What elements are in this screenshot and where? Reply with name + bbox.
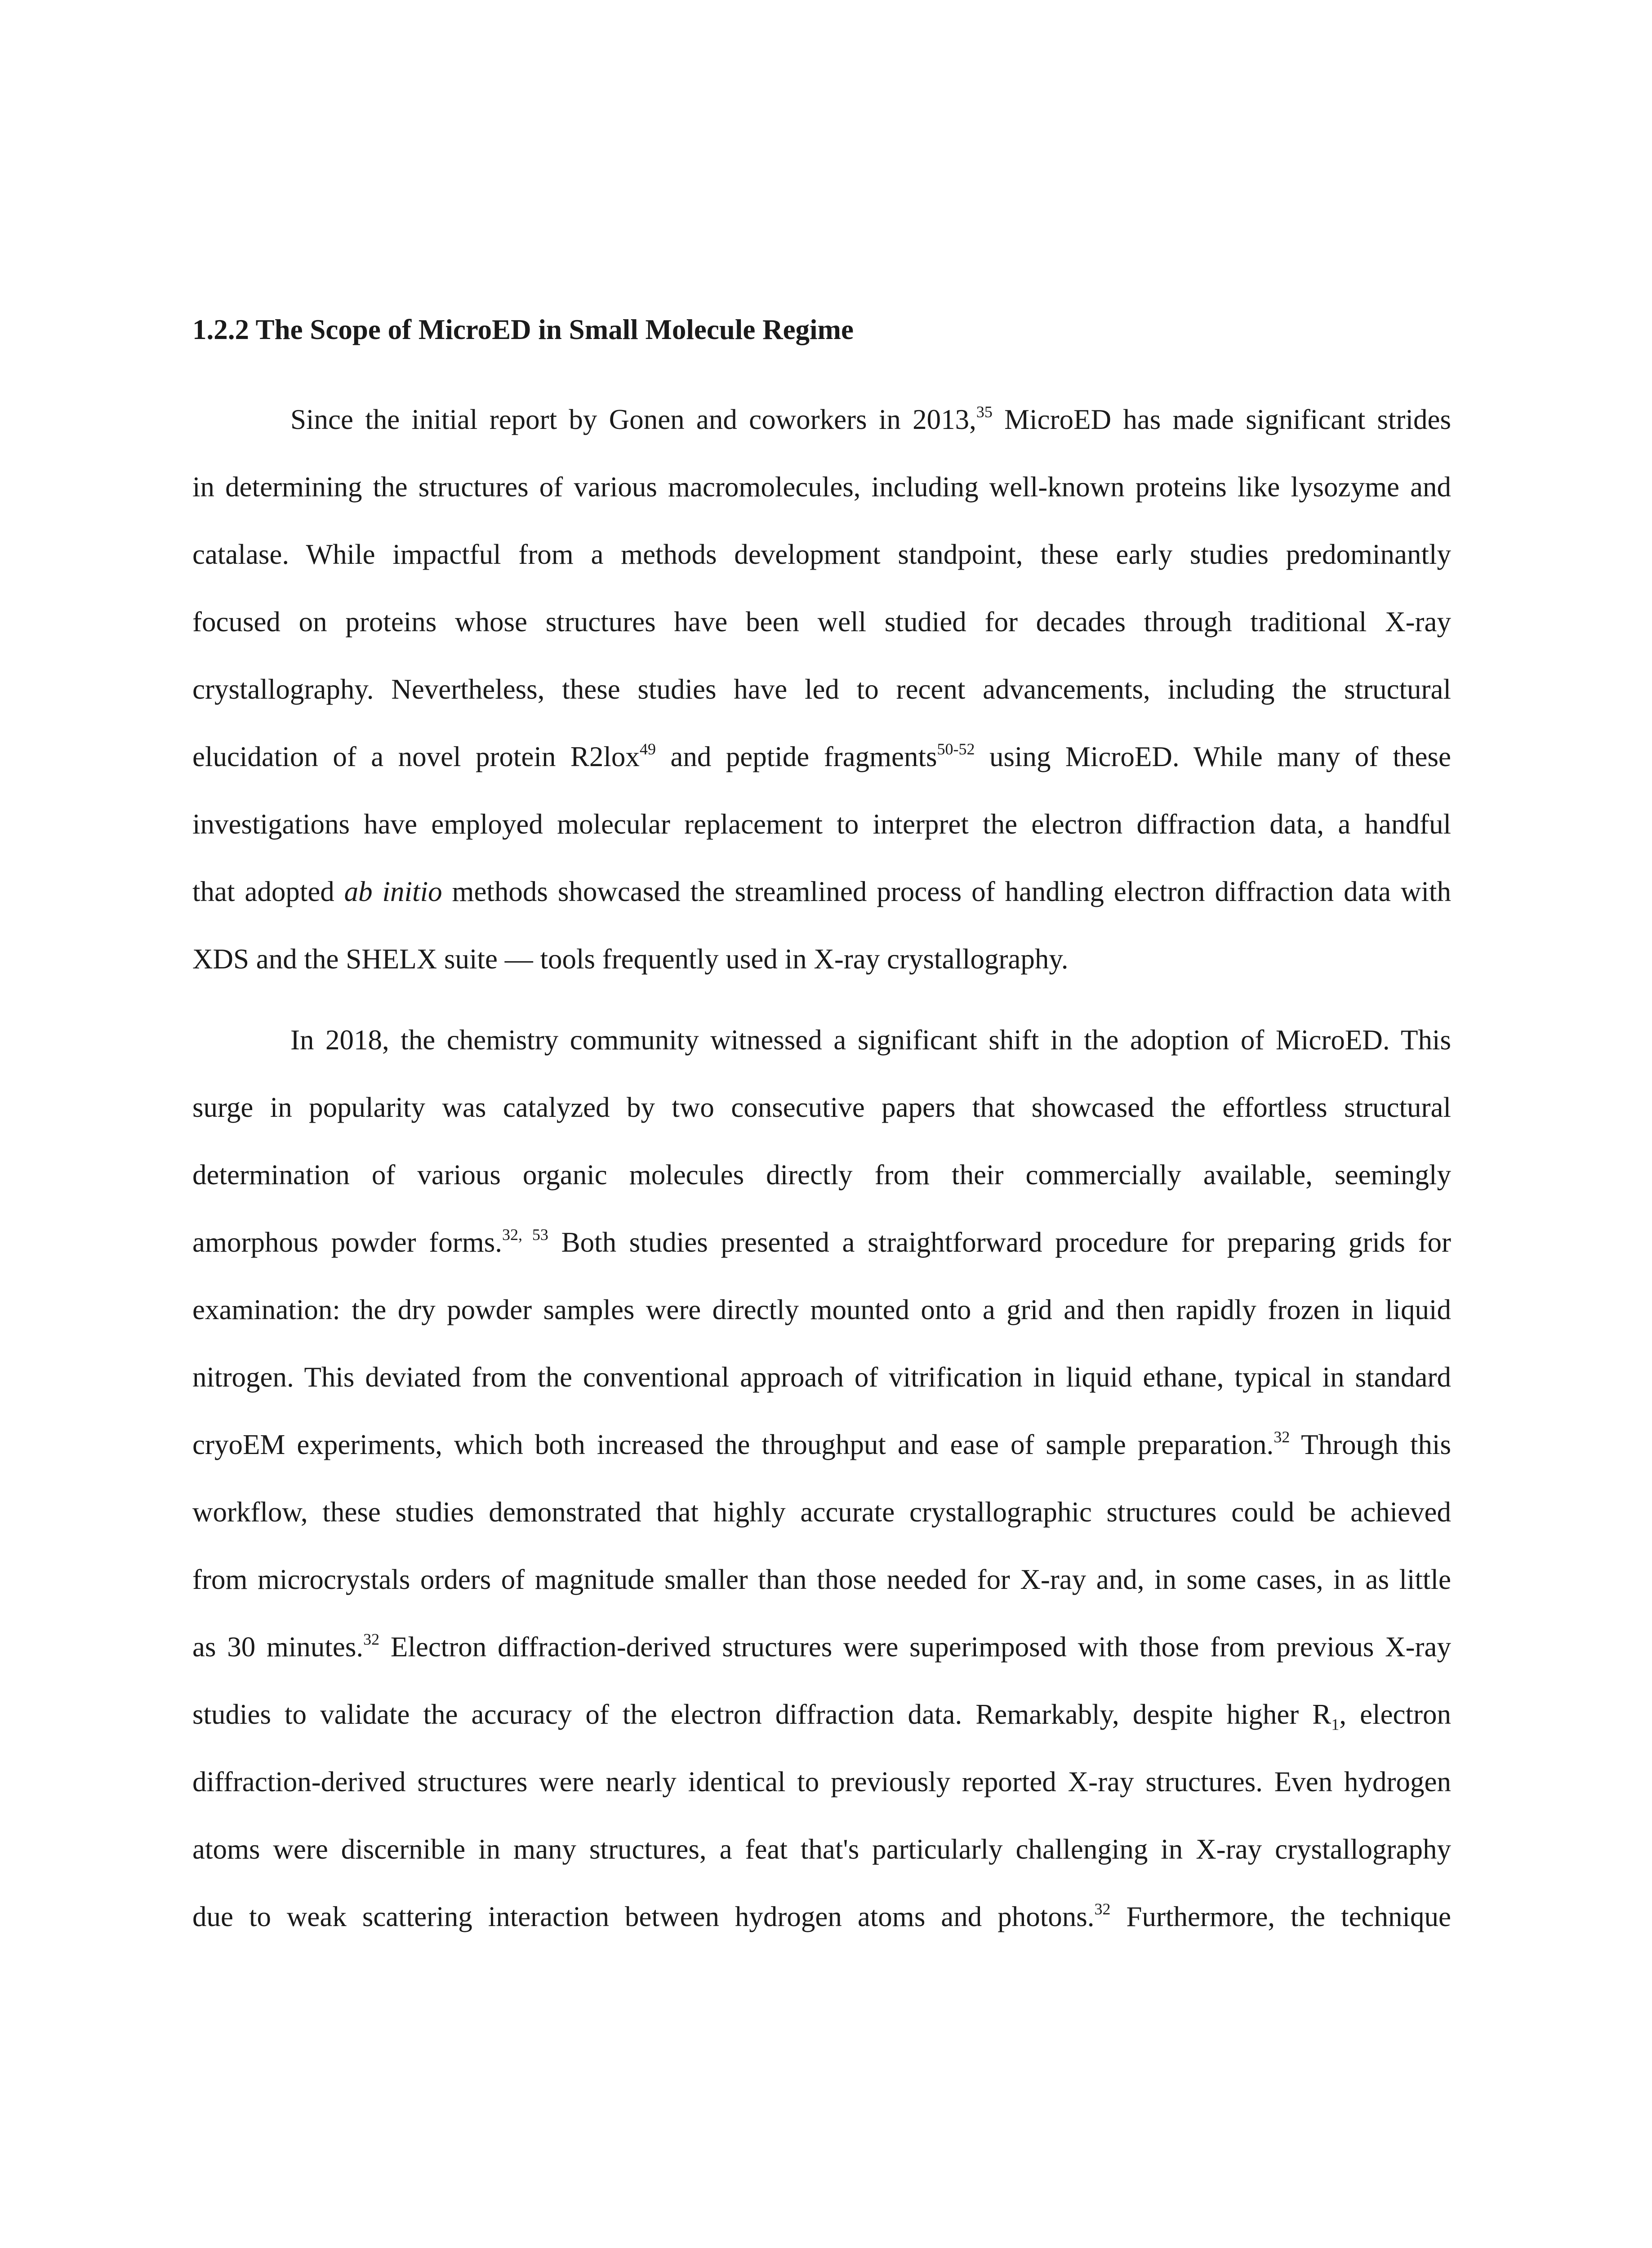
line-text: due to weak scattering interaction between hydrogen atoms and photons.: [192, 1901, 1095, 1932]
line-text: as 30 minutes.: [192, 1631, 364, 1663]
line-text: studies to validate the accuracy of the electron diffraction data. Remarkably, despite higher R: [192, 1699, 1331, 1730]
line-text: using MicroED. While many of these: [975, 741, 1451, 772]
text-line: atoms were discernible in many structures, a feat that's particularly challenging in X-ray crystallography: [192, 1833, 1451, 1865]
line-text: Electron diffraction-derived structures were superimposed with those from previous X-ray: [379, 1631, 1451, 1663]
line-text: Furthermore, the technique: [1110, 1901, 1451, 1932]
text-line: in determining the structures of various macromolecules, including well-known proteins like lysozyme and: [192, 471, 1451, 503]
line-text: Both studies presented a straightforward procedure for preparing grids for: [548, 1227, 1451, 1258]
line-text: amorphous powder forms.: [192, 1227, 502, 1258]
text-line: [192, 869, 1451, 914]
line-text: , electron: [1339, 1699, 1451, 1730]
line-text: cryoEM experiments, which both increased the throughput and ease of sample preparation.: [192, 1429, 1274, 1460]
text-line: [192, 1624, 1451, 1669]
text-line: [290, 397, 1451, 442]
text-line: In 2018, the chemistry community witnessed a significant shift in the adoption of MicroED. This: [290, 1024, 1451, 1056]
text-line: nitrogen. This deviated from the conventional approach of vitrification in liquid ethane, typical in standard: [192, 1361, 1451, 1393]
text-line: focused on proteins whose structures have been well studied for decades through traditional X-ray: [192, 606, 1451, 638]
text-line: surge in popularity was catalyzed by two consecutive papers that showcased the effortless structural: [192, 1092, 1451, 1123]
text-line: [192, 1220, 1451, 1265]
subscript: 1: [1331, 1715, 1340, 1734]
text-line: XDS and the SHELX suite — tools frequently used in X-ray crystallography.: [192, 943, 1069, 975]
citation-superscript: 32: [363, 1630, 380, 1648]
text-line: from microcrystals orders of magnitude smaller than those needed for X-ray and, in some cases, in as little: [192, 1564, 1451, 1595]
line-text: Through this: [1290, 1429, 1451, 1460]
line-text: MicroED has made significant strides: [992, 404, 1451, 435]
line-text: that adopted: [192, 876, 344, 907]
italic-term: ab initio: [344, 876, 442, 907]
text-line: [192, 1894, 1451, 1939]
section-heading: 1.2.2 The Scope of MicroED in Small Molecule Regime: [192, 314, 854, 345]
text-line: determination of various organic molecules directly from their commercially available, seemingly: [192, 1159, 1451, 1191]
text-line: examination: the dry powder samples were directly mounted onto a grid and then rapidly frozen in liquid: [192, 1294, 1451, 1325]
line-text: and peptide fragments: [655, 741, 937, 772]
text-line: investigations have employed molecular replacement to interpret the electron diffraction data, a handful: [192, 808, 1451, 840]
line-text: methods showcased the streamlined process of handling electron diffraction data with: [442, 876, 1451, 907]
line-text: Since the initial report by Gonen and coworkers in 2013,: [290, 404, 976, 435]
text-line: [192, 1692, 1451, 1737]
text-line: [192, 734, 1451, 779]
citation-superscript: 32: [1094, 1900, 1111, 1918]
citation-superscript: 49: [639, 740, 656, 758]
citation-superscript: 32, 53: [502, 1226, 548, 1244]
citation-superscript: 50-52: [937, 740, 975, 758]
text-line: diffraction-derived structures were nearly identical to previously reported X-ray structures. Even hydrogen: [192, 1766, 1451, 1798]
line-text: elucidation of a novel protein R2lox: [192, 741, 640, 772]
text-line: [192, 1422, 1451, 1467]
text-line: workflow, these studies demonstrated that highly accurate crystallographic structures could be achieved: [192, 1496, 1451, 1528]
citation-superscript: 35: [976, 403, 993, 421]
text-line: crystallography. Nevertheless, these studies have led to recent advancements, including the structural: [192, 674, 1451, 705]
text-line: catalase. While impactful from a methods development standpoint, these early studies predominantly: [192, 539, 1451, 570]
citation-superscript: 32: [1274, 1428, 1290, 1446]
